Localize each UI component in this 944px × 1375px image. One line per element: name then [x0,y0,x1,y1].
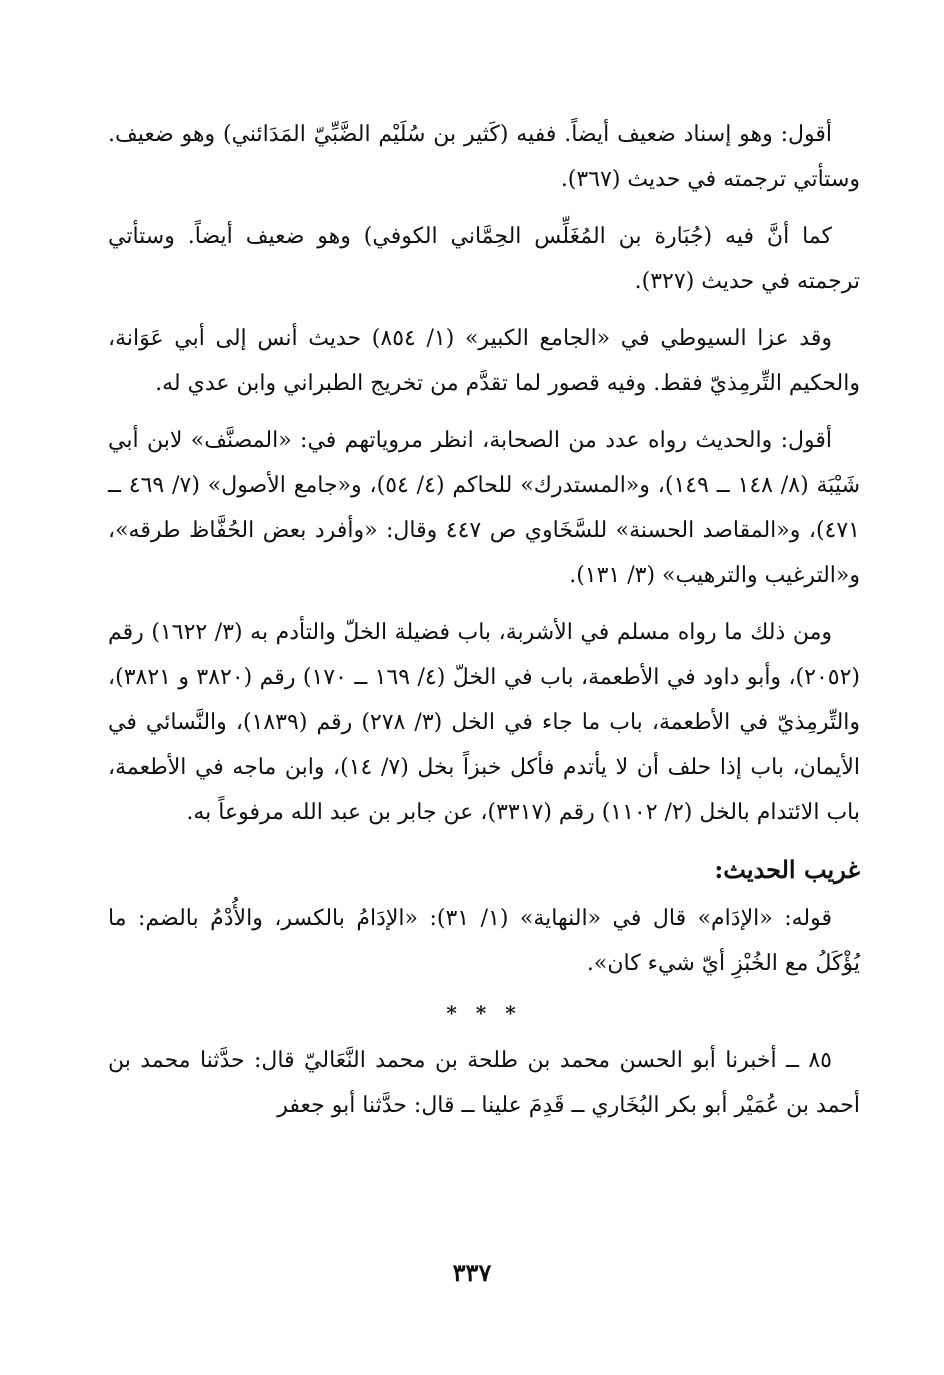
page-number: ٣٣٧ [452,1258,492,1287]
paragraph-1: أقول: وهو إسناد ضعيف أيضاً. ففيه (كَثير بن سُلَيْم الضَّبِّيّ المَدَائني) وهو ضعيف. وستأتي ترجمته في حديث (٣٦٧). [108,122,860,192]
section-heading: غريب الحديث: [714,855,860,884]
separator-stars: * * * [446,1001,522,1025]
gloss-paragraph: قوله: «الإدَام» قال في «النهاية» (١/ ٣١): «الإدَامُ بالكسر، والأُدْمُ بالضم: ما يُؤْكَلُ مع الخُبْزِ أيّ شيء كان». [108,906,860,976]
paragraph-4: أقول: والحديث رواه عدد من الصحابة، انظر مروياتهم في: «المصنَّف» لابن أبي شَيْبَة (٨/ ١٤٨ ــ ١٤٩)، و«المستدرك» للحاكم (٤/ ٥٤)، و«جامع الأصول» (٧/ ٤٦٩ ــ ٤٧١)، و«المقاصد الحسنة» للسَّخَاوي ص ٤٤٧ وقال: «وأفرد بعض الحُفَّاظ طرقه»، و«الترغيب والترهيب» (٣/ ١٣١). [108,428,861,588]
hadith-paragraph: ٨٥ ــ أخبرنا أبو الحسن محمد بن طلحة بن محمد النَّعَاليّ قال: حدَّثنا محمد بن أحمد بن عُمَيْر أبو بكر البُخَاري ــ قَدِمَ علينا ــ قال: حدَّثنا أبو جعفر [108,1048,860,1118]
paragraph-5: ومن ذلك ما رواه مسلم في الأشربة، باب فضيلة الخلّ والتأدم به (٣/ ١٦٢٢) رقم (٢٠٥٢)، وأبو داود في الأطعمة، باب في الخلّ (٤/ ١٦٩ ــ ١٧٠) رقم (٣٨٢٠ و ٣٨٢١)، والتِّرمِذيّ في الأطعمة، باب ما جاء في الخل (٣/ ٢٧٨) رقم (١٨٣٩)، والنَّسائي في الأيمان، باب إذا حلف أن لا يأتدم فأكل خبزاً بخل (٧/ ١٤)، وابن ماجه في الأطعمة، باب الائتدام بالخل (٢/ ١١٠٢) رقم (٣٣١٧)، عن جابر بن عبد الله مرفوعاً به. [108,620,861,825]
paragraph-3: وقد عزا السيوطي في «الجامع الكبير» (١/ ٨٥٤) حديث أنس إلى أبي عَوَانة، والحكيم التِّرمِذيّ فقط. وفيه قصور لما تقدَّم من تخريج الطبراني وابن عدي له. [108,326,860,396]
paragraph-2: كما أنَّ فيه (جُبَارة بن المُغَلِّس الحِمَّاني الكوفي) وهو ضعيف أيضاً. وستأتي ترجمته في حديث (٣٢٧). [108,224,860,294]
page-body [108,112,860,1140]
